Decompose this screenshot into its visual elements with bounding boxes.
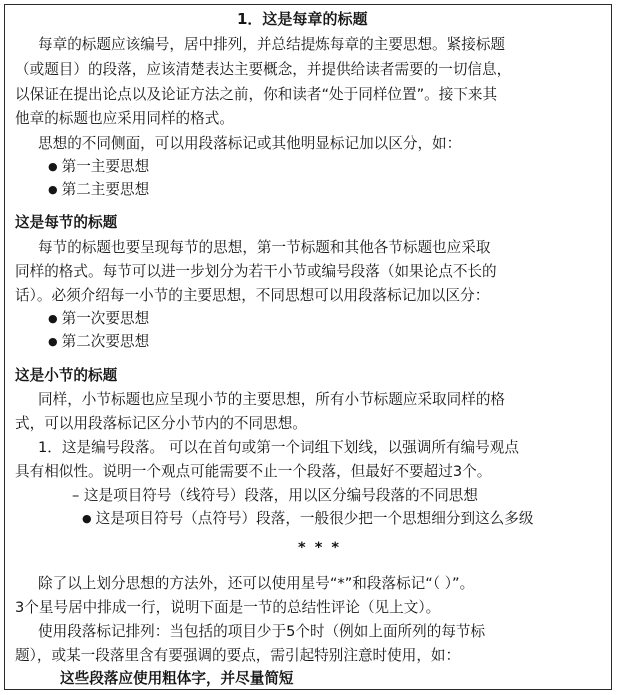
final-bold-line: 这些段落应使用粗体字，并尽量简短	[60, 670, 294, 687]
chapter-para-line: 以保证在提出论点以及论证方法之前，你和读者“处于同样位置”。接下来其	[15, 86, 498, 103]
section-para-line: 每节的标题也要呈现每节的思想，第一节标题和其他各节标题也应采取	[38, 239, 491, 256]
chapter-bullet: ● 第二主要思想	[48, 180, 149, 201]
dash-bullet-item: – 这是项目符号（线符号）段落，用以区分编号段落的不同思想	[72, 487, 478, 504]
closing-para-line: 使用段落标记排列：当包括的项目少于5个时（例如上面所列的每节标	[38, 623, 486, 640]
section-para-line: 话）。必须介绍每一小节的主要思想，不同思想可以用段落标记加以区分：	[15, 287, 490, 304]
subsection-heading: 这是小节的标题	[15, 367, 118, 384]
section-bullet: ● 第一次要思想	[48, 309, 149, 330]
separator-stars: * * *	[298, 539, 342, 556]
section-bullet: ● 第二次要思想	[48, 332, 149, 353]
section-heading: 这是每节的标题	[15, 214, 118, 231]
chapter-para-line: 他章的标题也应采用同样的格式。	[15, 110, 234, 127]
chapter-para-line: （或题目）的段落，应该清楚表达主要概念，并提供给读者需要的一切信息，	[15, 61, 512, 78]
closing-para-line: 除了以上划分思想的方法外，还可以使用星号“*”和段落标记“（ ）”。	[38, 575, 475, 592]
numbered-paragraph-line: 1．这是编号段落。 可以在首句或第一个词组下划线，以强调所有编号观点	[38, 439, 519, 456]
closing-para-line: 题），或某一段落里含有要强调的要点，需引起特别注意时使用，如：	[15, 647, 461, 664]
section-para-line: 同样的格式。每节可以进一步划分为若干小节或编号段落（如果论点不长的	[15, 263, 497, 280]
chapter-para2: 思想的不同侧面，可以用段落标记或其他明显标记加以区分，如：	[38, 135, 462, 152]
dot-bullet-item: ● 这是项目符号（点符号）段落，一般很少把一个思想细分到这么多级	[82, 509, 533, 530]
closing-para-line: 3个星号居中排成一行，说明下面是一节的总结性评论（见上文）。	[15, 599, 441, 616]
chapter-bullet: ● 第一主要思想	[48, 157, 149, 178]
chapter-title: 1．这是每章的标题	[237, 10, 368, 28]
subsection-para-line: 同样，小节标题也应呈现小节的主要思想，所有小节标题应采取同样的格	[38, 391, 506, 408]
subsection-para-line: 式，可以用段落标记区分小节内的不同思想。	[15, 415, 307, 432]
chapter-para-line: 每章的标题应该编号，居中排列，并总结提炼每章的主要思想。紧接标题	[38, 36, 506, 53]
numbered-paragraph-line: 具有相似性。说明一个观点可能需要不止一个段落，但最好不要超过3个。	[15, 463, 492, 480]
